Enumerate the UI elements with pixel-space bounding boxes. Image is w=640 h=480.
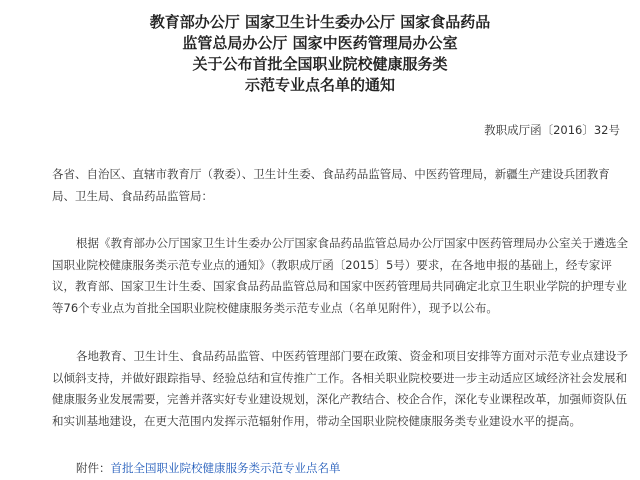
paragraph-line: 和实训基地建设，在更大范围内发挥示范辐射作用，带动全国职业院校健康服务类专业建设水平的提高。 [52, 413, 581, 428]
addressee-paragraph [52, 164, 634, 207]
paragraph-line: 健康服务业发展需要，完善并落实好专业建设规划，深化产教结合、校企合作，深化专业课程改革，加强师资队伍 [52, 392, 627, 406]
title-line: 教育部办公厅 国家卫生计生委办公厅 国家食品药品 [149, 13, 491, 31]
document-title [0, 12, 640, 96]
title-line: 关于公布首批全国职业院校健康服务类 [192, 55, 448, 73]
paragraph-line: 国职业院校健康服务类示范专业点的通知》（教职成厅函〔2015〕5号）要求，在各地申报的基础上，经专家评 [52, 257, 612, 272]
paragraph-line: 各地教育、卫生计生、食品药品监管、中医药管理部门要在政策、资金和项目安排等方面对示范专业点建设予 [76, 349, 628, 363]
body-paragraph-1 [52, 233, 634, 319]
document-number: 教职成厅函〔2016〕32号 [484, 123, 620, 137]
title-line: 监管总局办公厅 国家中医药管理局办公室 [182, 34, 458, 52]
paragraph-line: 根据《教育部办公厅国家卫生计生委办公厅国家食品药品监管总局办公厅国家中医药管理局办公室关于遴选全 [76, 236, 628, 250]
paragraph-line: 议，教育部、国家卫生计生委、国家食品药品监管总局和国家中医药管理局共同确定北京卫生职业学院的护理专业 [52, 279, 627, 293]
attachment-row [76, 459, 341, 477]
body-paragraph-2 [52, 346, 634, 432]
addressee-line: 局、卫生局、食品药品监管局： [52, 188, 213, 203]
addressee-line: 各省、自治区、直辖市教育厅（教委）、卫生计生委、食品药品监管局、中医药管理局，新疆生产建设兵团教育 [52, 167, 610, 181]
title-line: 示范专业点名单的通知 [244, 76, 395, 94]
attachment-link[interactable]: 首批全国职业院校健康服务类示范专业点名单 [110, 461, 341, 475]
paragraph-line: 以倾斜支持，并做好跟踪指导、经验总结和宣传推广工作。各相关职业院校要进一步主动适应区域经济社会发展和 [52, 370, 627, 385]
paragraph-line: 等76个专业点为首批全国职业院校健康服务类示范专业点（名单见附件），现予以公布。 [52, 300, 498, 315]
attachment-label: 附件： [76, 461, 111, 475]
